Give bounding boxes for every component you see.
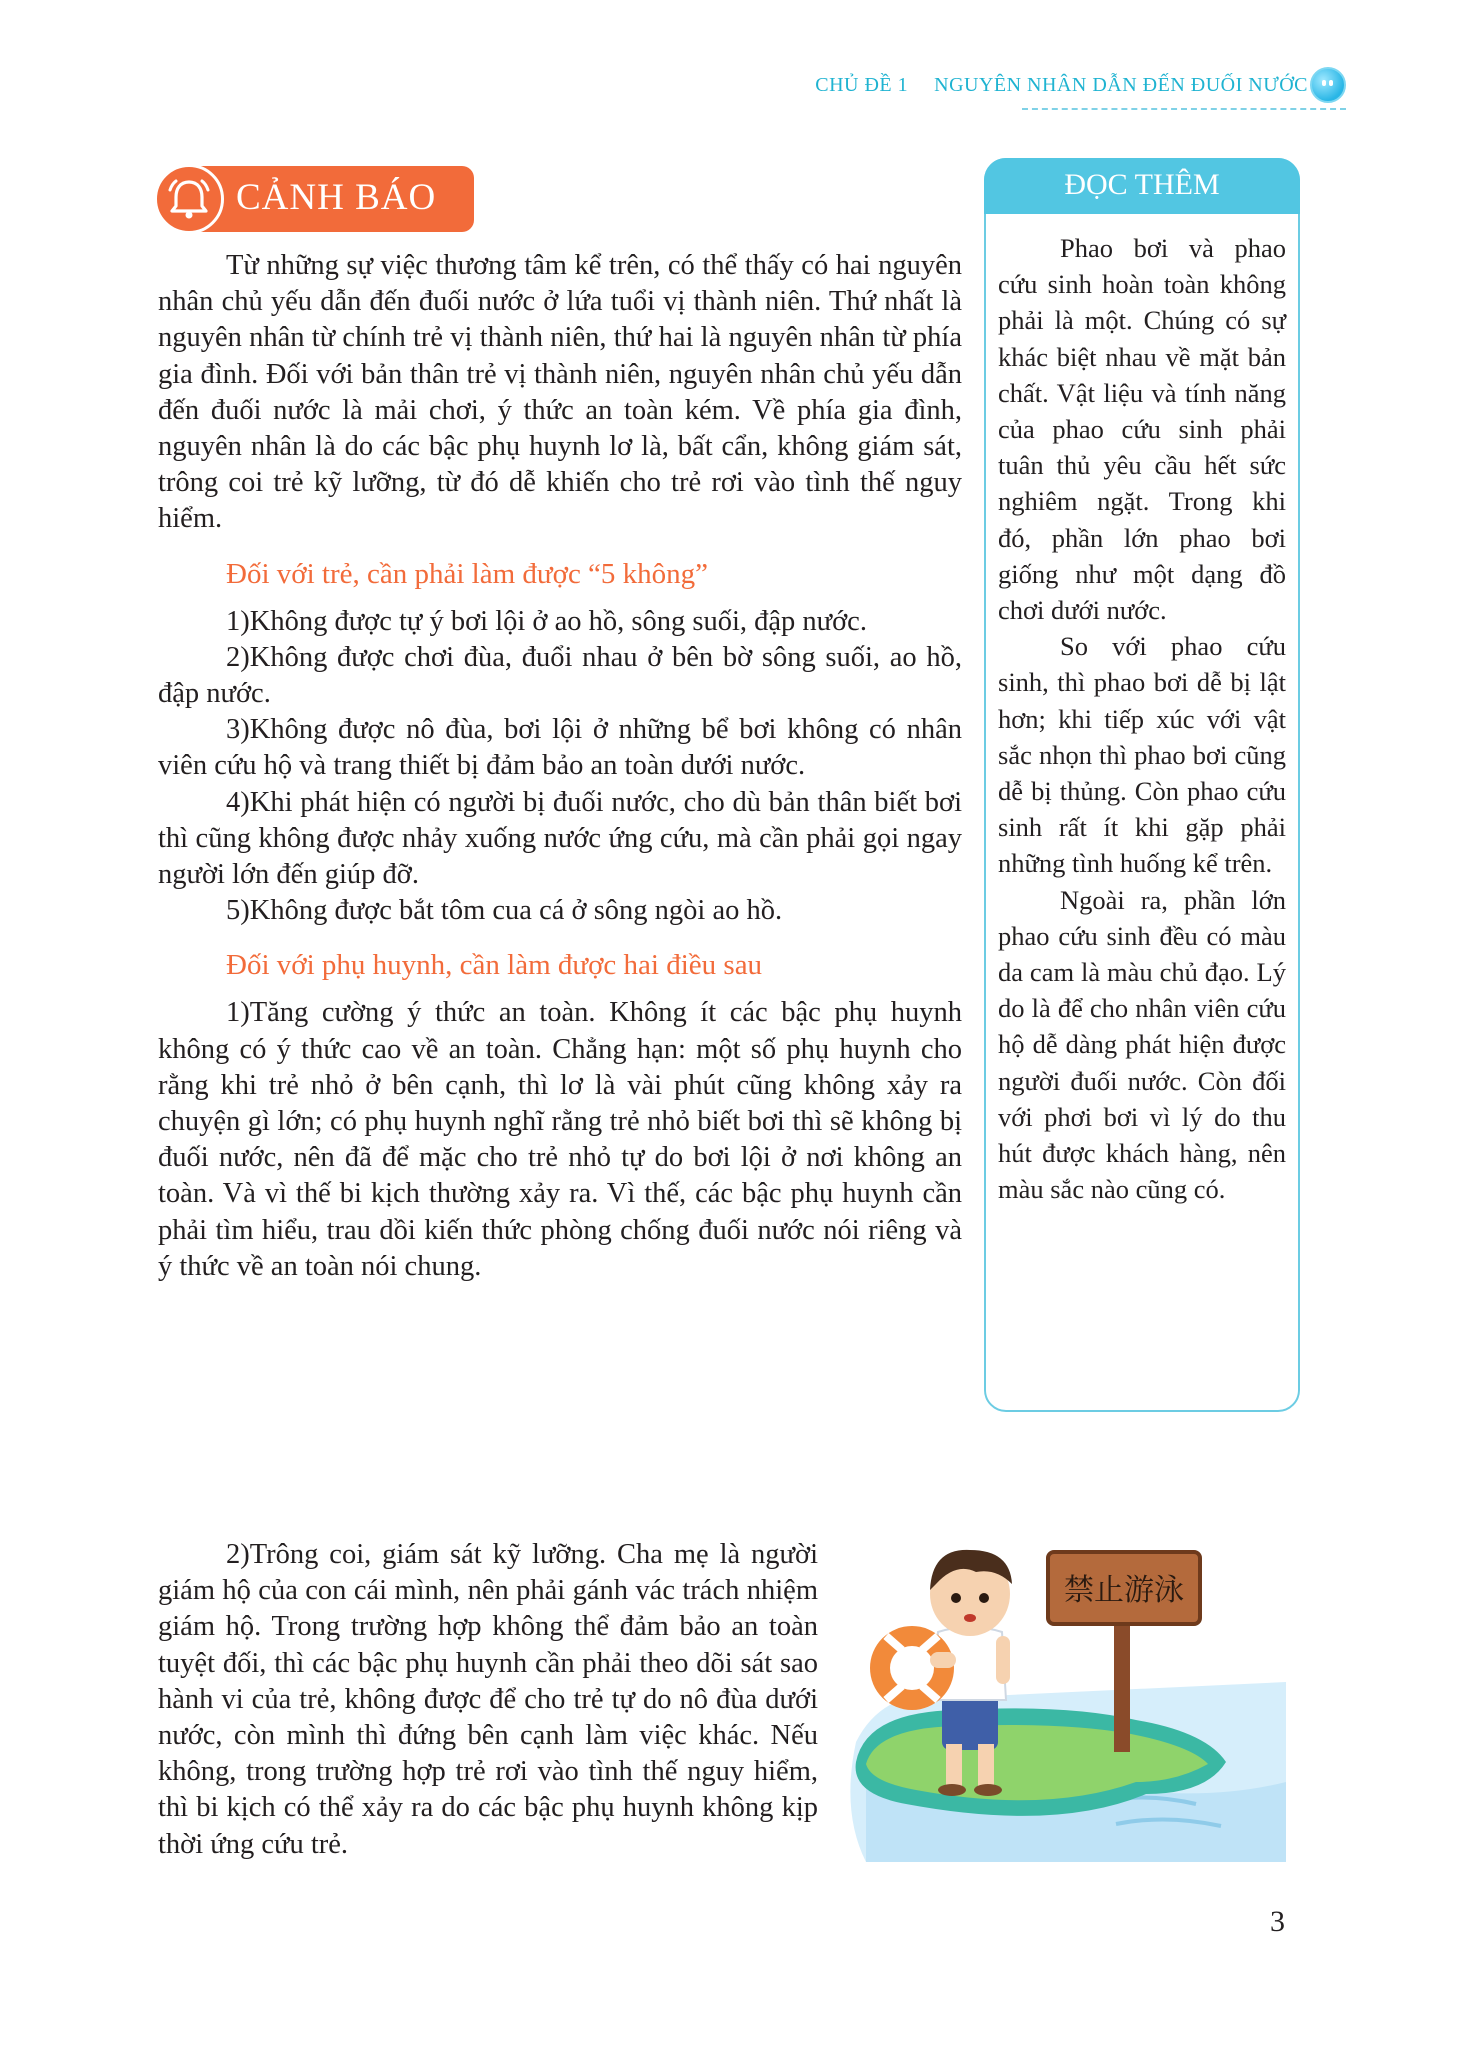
running-header <box>800 66 1360 106</box>
alarm-bell-icon <box>154 164 224 234</box>
children-item-4: 4)Khi phát hiện có người bị đuối nước, cho dù bản thân biết bơi thì cũng không được nhảy xuống nước ứng cứu, mà cần phải gọi ngay người lớn đến giúp đỡ. <box>158 786 962 891</box>
main-text-column <box>158 248 962 1285</box>
children-item-2: 2)Không được chơi đùa, đuổi nhau ở bên bờ sông suối, ao hồ, đập nước. <box>158 641 962 710</box>
children-item-5: 5)Không được bắt tôm cua cá ở sông ngòi ao hồ. <box>226 895 783 927</box>
read-more-sidebar <box>984 158 1300 1412</box>
running-header-text <box>815 74 1308 97</box>
intro-paragraph: Từ những sự việc thương tâm kể trên, có thể thấy có hai nguyên nhân chủ yếu dẫn đến đuối nước ở lứa tuổi vị thành niên. Thứ nhất là nguyên nhân từ chính trẻ vị thành niên, thứ hai là nguyên nhân từ phía gia đình. Đối với bản thân trẻ vị thành niên, nguyên nhân chủ yếu dẫn đến đuối nước là mải chơi, ý thức an toàn kém. Về phía gia đình, nguyên nhân là do các bậc phụ huynh lơ là, bất cẩn, không giám sát, trông coi trẻ kỹ lưỡng, từ đó dễ khiến cho trẻ rơi vào tình thế nguy hiểm. <box>158 250 962 535</box>
header-dashed-divider <box>1022 108 1346 110</box>
parents-heading: Đối với phụ huynh, cần làm được hai điều sau <box>226 949 763 982</box>
chapter-title: NGUYÊN NHÂN DẪN ĐẾN ĐUỐI NƯỚC <box>934 74 1308 96</box>
parents-item-1: 1)Tăng cường ý thức an toàn. Không ít các bậc phụ huynh không có ý thức cao về an toàn. Chẳng hạn: một số phụ huynh cho rằng khi trẻ nhỏ ở bên cạnh, thì lơ là vài phút cũng không xảy ra chuyện gì lớn; có phụ huynh nghĩ rằng trẻ nhỏ biết bơi thì sẽ không bị đuối nước, nên đã để mặc cho trẻ nhỏ tự do bơi lội ở nơi không an toàn. Và vì thế bi kịch thường xảy ra. Vì thế, các bậc phụ huynh cần phải tìm hiểu, trau dồi kiến thức phòng chống đuối nước nói riêng và ý thức về an toàn nói chung. <box>158 997 962 1282</box>
children-heading: Đối với trẻ, cần phải làm được “5 không” <box>226 557 709 590</box>
sidebar-title: ĐỌC THÊM <box>1064 168 1220 201</box>
narrow-text-column <box>158 1537 818 1863</box>
sign-text: 禁止游泳 <box>1064 1573 1184 1608</box>
chapter-label: CHỦ ĐỀ 1 <box>815 74 909 96</box>
sidebar-header <box>984 158 1300 214</box>
parents-item-2: 2)Trông coi, giám sát kỹ lưỡng. Cha mẹ là người giám hộ của con cái mình, nên phải gánh vác trách nhiệm giám hộ. Trong trường hợp không thể đảm bảo an toàn tuyệt đối, thì các bậc phụ huynh cần phải theo dõi sát sao hành vi của trẻ, không được để cho trẻ tự do nô đùa dưới nước, còn mình thì đứng bên cạnh làm việc khác. Nếu không, trong trường hợp trẻ rơi vào tình thế nguy hiểm, thì bi kịch có thể xảy ra do các bậc phụ huynh không kịp thời ứng cứu trẻ. <box>158 1539 818 1860</box>
sidebar-body <box>998 230 1286 1207</box>
sidebar-paragraph: Ngoài ra, phần lớn phao cứu sinh đều có màu da cam là màu chủ đạo. Lý do là để cho nhân viên cứu hộ dễ dàng phát hiện được người đuối nước. Còn đối với phơi bơi vì lý do thu hút được khách hàng, nên màu sắc nào cũng có. <box>998 884 1286 1205</box>
no-swimming-illustration <box>846 1532 1296 1862</box>
children-item-3: 3)Không được nô đùa, bơi lội ở những bể bơi không có nhân viên cứu hộ và trang thiết bị đảm bảo an toàn dưới nước. <box>158 714 962 782</box>
section-title-badge <box>156 166 474 232</box>
page-number: 3 <box>1270 1905 1285 1938</box>
children-item-1: 1)Không được tự ý bơi lội ở ao hồ, sông suối, đập nước. <box>226 605 867 637</box>
smiling-water-drop-icon <box>1310 67 1346 103</box>
sidebar-paragraph: Phao bơi và phao cứu sinh hoàn toàn không phải là một. Chúng có sự khác biệt nhau về mặt bản chất. Vật liệu và tính năng của phao cứu sinh phải tuân thủ yêu cầu hết sức nghiêm ngặt. Trong khi đó, phần lớn phao bơi giống như một dạng đồ chơi dưới nước. <box>998 233 1286 626</box>
section-title: CẢNH BÁO <box>236 177 437 218</box>
sidebar-paragraph: So với phao cứu sinh, thì phao bơi dễ bị lật hơn; khi tiếp xúc với vật sắc nhọn thì phao bơi cũng dễ bị thủng. Còn phao cứu sinh rất ít khi gặp phải những tình huống kể trên. <box>998 631 1286 879</box>
